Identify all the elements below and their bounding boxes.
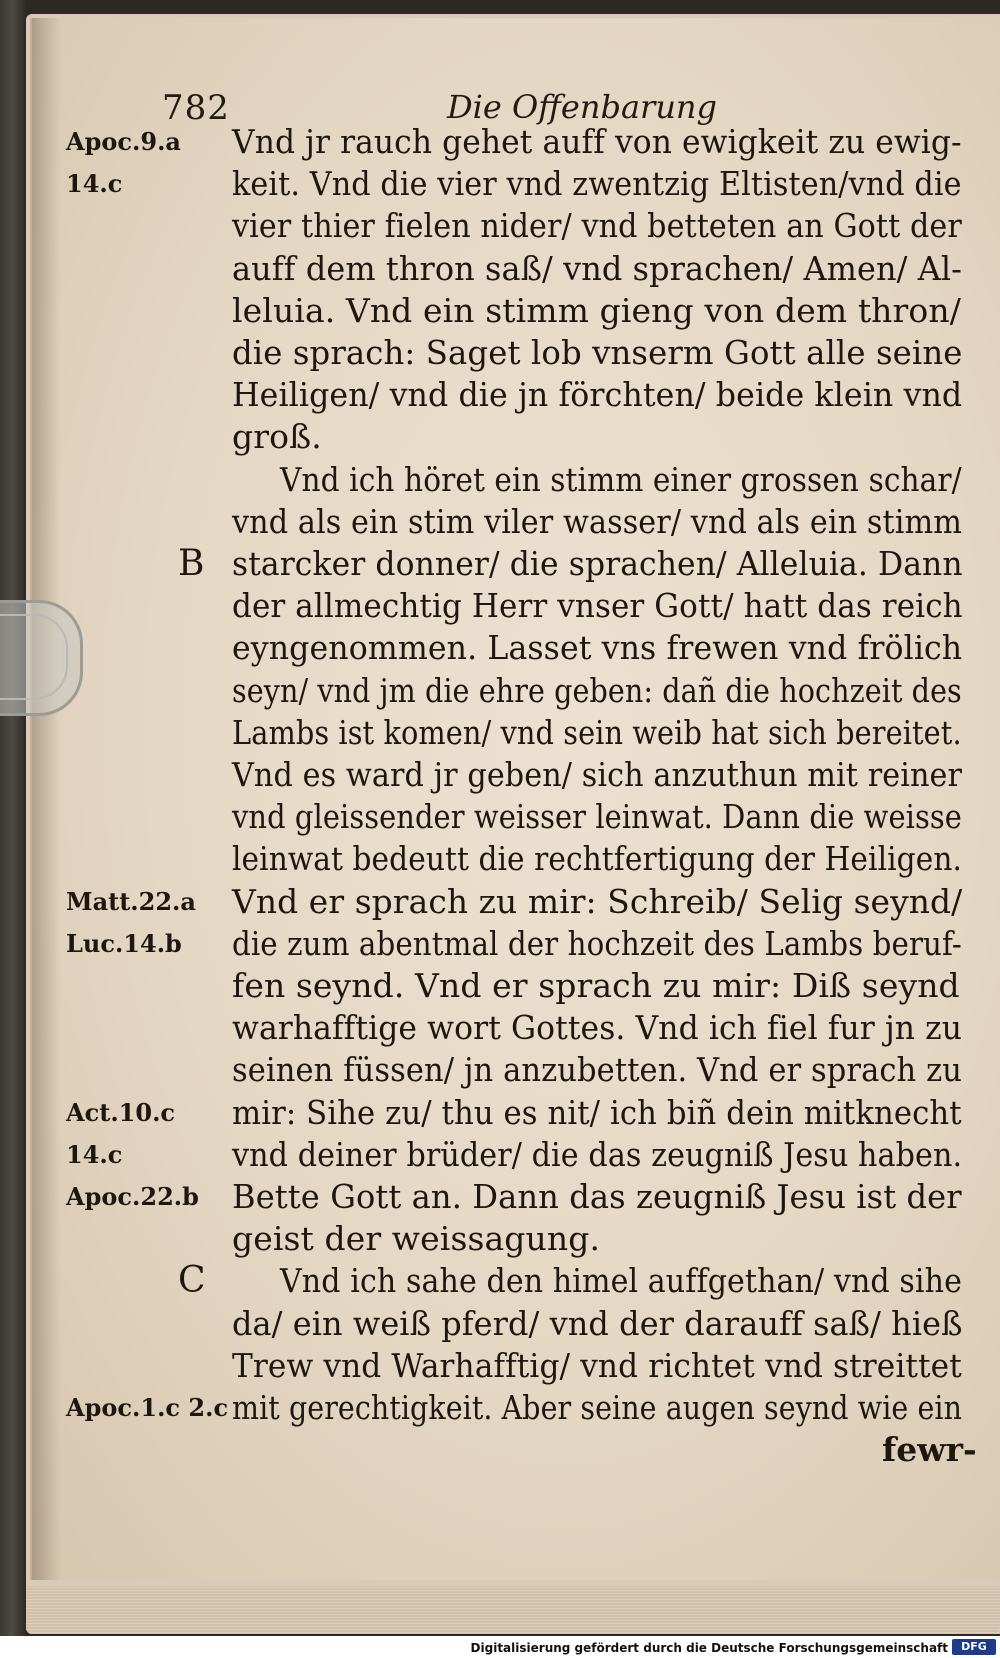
text-line bbox=[32, 289, 1000, 333]
text-line bbox=[32, 415, 1000, 459]
marginal-note: Apoc.1.c 2.c bbox=[66, 1393, 229, 1422]
marginal-note: Luc.14.b bbox=[66, 928, 182, 958]
line-text: vnd gleissender weisser leinwat. Dann die weisse bbox=[232, 797, 962, 837]
text-line bbox=[32, 247, 1000, 291]
text-line bbox=[32, 1259, 1000, 1303]
section-letter: C bbox=[178, 1260, 206, 1302]
text-line bbox=[32, 1175, 1000, 1219]
line-text: vier thier fielen nider/ vnd betteten an Gott der bbox=[232, 206, 962, 246]
text-line bbox=[32, 500, 1000, 544]
line-text: eyngenommen. Lasset vns frewen vnd frölich bbox=[232, 628, 963, 668]
text-line bbox=[32, 331, 1000, 375]
marginal-note: 14.c bbox=[66, 1139, 123, 1169]
footer-credit: Digitalisierung gefördert durch die Deutsche Forschungsgemeinschaft bbox=[470, 1641, 948, 1655]
text-line bbox=[32, 880, 1000, 924]
catchword: fewr- bbox=[882, 1430, 977, 1470]
line-text: geist der weissagung. bbox=[232, 1219, 601, 1259]
text-line bbox=[32, 626, 1000, 670]
text-line bbox=[32, 1006, 1000, 1050]
line-text: Vnd jr rauch gehet auff von ewigkeit zu ewig- bbox=[232, 122, 962, 161]
section-letter: B bbox=[178, 543, 205, 584]
catchword-line bbox=[32, 1428, 1000, 1472]
line-text: keit. Vnd die vier vnd zwentzig Eltisten/vnd die bbox=[232, 164, 962, 204]
line-text: mir: Sihe zu/ thu es nit/ ich biñ dein mitknecht bbox=[232, 1092, 962, 1132]
text-line bbox=[32, 1386, 1000, 1430]
line-text: Vnd ich sahe den himel auffgethan/ vnd sihe bbox=[280, 1261, 962, 1301]
line-text: warhafftige wort Gottes. Vnd ich fiel fur jn zu bbox=[232, 1008, 963, 1048]
line-text: die zum abentmal der hochzeit des Lambs beruf- bbox=[232, 923, 962, 963]
text-line bbox=[32, 964, 1000, 1008]
marginal-note: Apoc.9.a bbox=[66, 127, 181, 156]
line-text: groß. bbox=[232, 417, 322, 457]
line-text: Vnd ich höret ein stimm einer grossen schar/ bbox=[280, 459, 962, 499]
text-line bbox=[32, 1133, 1000, 1177]
line-text: Vnd er sprach zu mir: Schreib/ Selig seynd/ bbox=[232, 881, 963, 921]
line-text: Heiligen/ vnd die jn förchten/ beide klein vnd bbox=[232, 375, 963, 415]
text-line bbox=[32, 922, 1000, 966]
book-clip-inner bbox=[0, 614, 68, 700]
dfg-logo: DFG bbox=[952, 1639, 996, 1655]
line-text: mit gerechtigkeit. Aber seine augen seynd wie ein bbox=[232, 1388, 963, 1427]
marginal-note: Matt.22.a bbox=[66, 886, 196, 916]
text-line bbox=[32, 1217, 1000, 1261]
line-text: der allmechtig Herr vnser Gott/ hatt das reich bbox=[232, 586, 963, 626]
text-line bbox=[32, 373, 1000, 417]
line-text: Trew vnd Warhafftig/ vnd richtet vnd streittet bbox=[232, 1345, 962, 1385]
text-line bbox=[32, 1048, 1000, 1092]
line-text: auff dem thron saß/ vnd sprachen/ Amen/ Al- bbox=[232, 248, 963, 288]
text-line bbox=[32, 753, 1000, 797]
line-text: Vnd es ward jr geben/ sich anzuthun mit reiner bbox=[232, 755, 963, 794]
marginal-note: Act.10.c bbox=[66, 1097, 176, 1127]
text-line bbox=[32, 837, 1000, 881]
line-text: die sprach: Saget lob vnserm Gott alle seine bbox=[232, 333, 963, 372]
line-text: leluia. Vnd ein stimm gieng von dem thron/ bbox=[232, 290, 961, 330]
text-line bbox=[32, 1302, 1000, 1346]
text-line bbox=[32, 542, 1000, 586]
line-text: fen seynd. Vnd er sprach zu mir: Diß seynd bbox=[232, 966, 960, 1005]
line-text: da/ ein weiß pferd/ vnd der darauff saß/ hieß bbox=[232, 1303, 963, 1343]
line-text: seyn/ vnd jm die ehre geben: dañ die hochzeit des bbox=[232, 670, 962, 710]
text-line bbox=[32, 162, 1000, 206]
line-text: seinen füssen/ jn anzubetten. Vnd er sprach zu bbox=[232, 1050, 963, 1090]
text-line bbox=[32, 584, 1000, 628]
line-text: Bette Gott an. Dann das zeugniß Jesu ist der bbox=[232, 1177, 962, 1216]
text-line bbox=[32, 204, 1000, 248]
running-title: Die Offenbarung bbox=[447, 88, 718, 126]
footer-bar bbox=[0, 1636, 1000, 1658]
text-line bbox=[32, 1091, 1000, 1135]
text-line bbox=[32, 458, 1000, 502]
book-page bbox=[30, 18, 1000, 1580]
line-text: vnd deiner brüder/ die das zeugniß Jesu haben. bbox=[232, 1134, 963, 1174]
text-line bbox=[32, 795, 1000, 839]
line-text: starcker donner/ die sprachen/ Alleluia. Dann bbox=[232, 544, 963, 583]
text-line bbox=[32, 1344, 1000, 1388]
marginal-note: Apoc.22.b bbox=[66, 1182, 199, 1211]
page-number: 782 bbox=[162, 88, 230, 128]
line-text: vnd als ein stim viler wasser/ vnd als ein stimm bbox=[232, 501, 962, 541]
line-text: Lambs ist komen/ vnd sein weib hat sich bereitet. bbox=[232, 712, 962, 752]
marginal-note: 14.c bbox=[66, 169, 123, 199]
text-line bbox=[32, 669, 1000, 713]
text-line bbox=[32, 711, 1000, 755]
line-text: leinwat bedeutt die rechtfertigung der Heiligen. bbox=[232, 839, 962, 879]
text-line bbox=[32, 120, 1000, 164]
